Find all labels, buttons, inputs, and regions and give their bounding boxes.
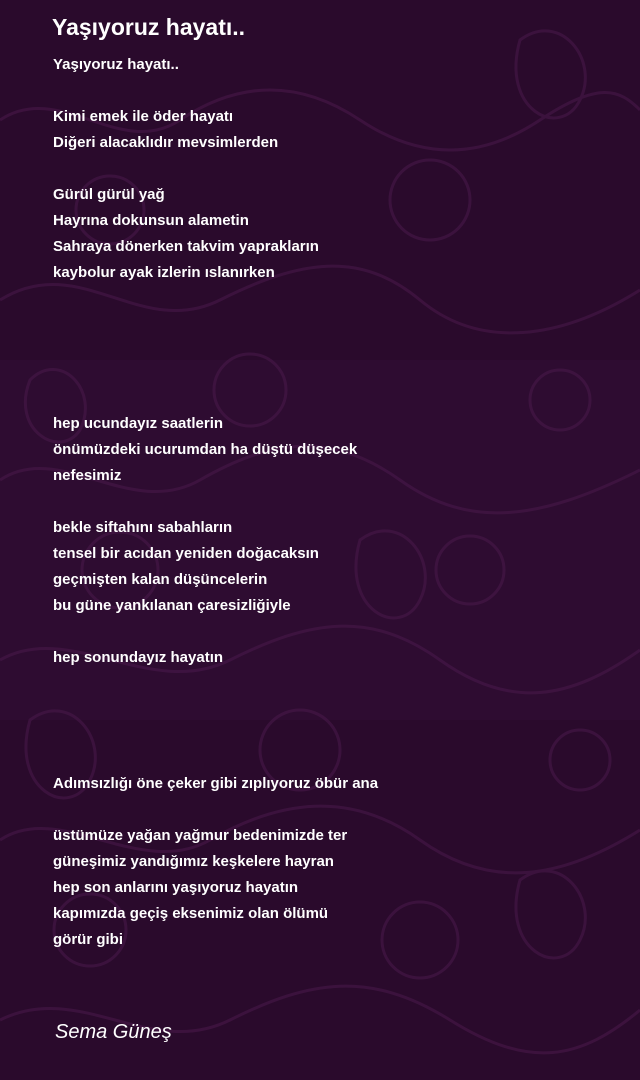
poem-stanza-group-2: hep ucundayız saatlerin önümüzdeki ucurumdan ha düştü düşecek nefesimiz bekle siftahını sabahların tensel bir acıdan yeniden doğacaksın geçmişten kalan düşüncelerin bu güne yankılanan çaresizliğiyle hep sonundayız hayatın xyxy=(53,415,358,666)
poem-stanza-group-1: Yaşıyoruz hayatı.. Kimi emek ile öder hayatı Diğeri alacaklıdır mevsimlerden Gürül gürül yağ Hayrına dokunsun alametin Sahraya dönerken takvim yaprakların kaybolur ayak izlerin ıslanırken xyxy=(53,56,319,281)
poem-author: Sema Güneş xyxy=(55,1021,172,1043)
poem-title: Yaşıyoruz hayatı.. xyxy=(52,14,246,40)
poem-stanza-group-3: Adımsızlığı öne çeker gibi zıplıyoruz öbür ana üstümüze yağan yağmur bedenimizde ter güneşimiz yandığımız keşkelere hayran hep son anlarını yaşıyoruz hayatın kapımızda geçiş eksenimiz olan ölümü görür gibi xyxy=(53,775,379,948)
